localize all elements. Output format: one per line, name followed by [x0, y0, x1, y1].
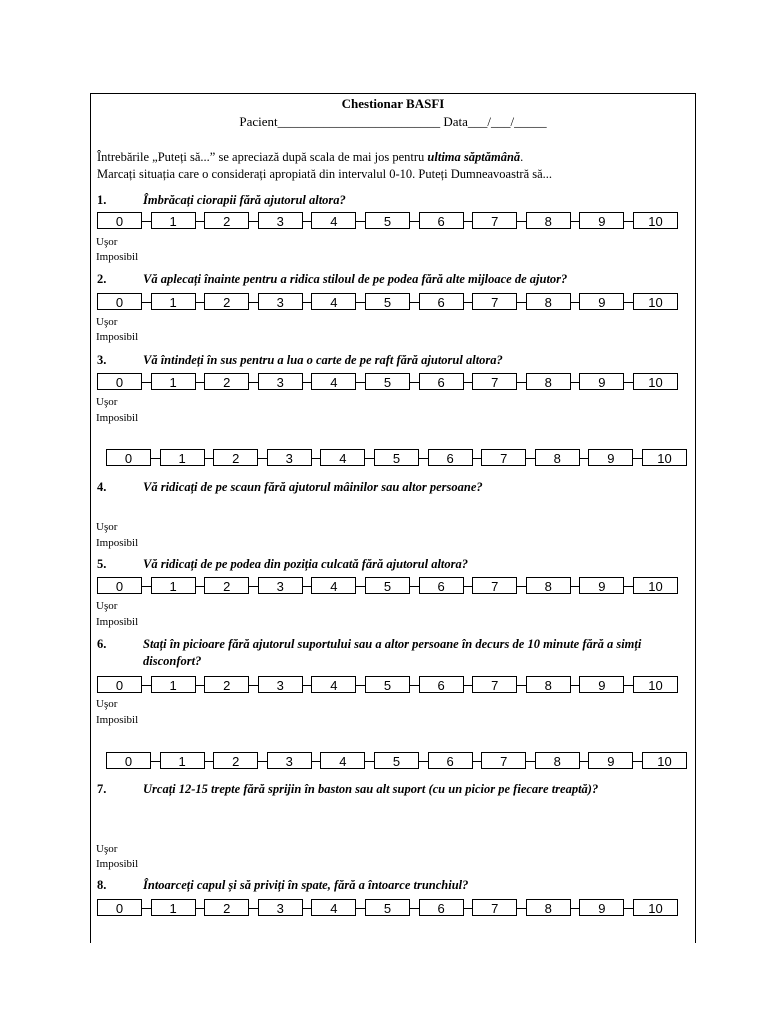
- scale-option-8[interactable]: 8: [526, 676, 571, 693]
- scale-impossible-label: Imposibil: [96, 714, 139, 726]
- scale-impossible-label: Imposibil: [96, 331, 139, 343]
- scale-easy-label: Uşor: [96, 600, 118, 612]
- rating-scale-6: [97, 676, 678, 695]
- scale-option-1[interactable]: 1: [160, 752, 205, 769]
- scale-option-2[interactable]: 2: [204, 293, 249, 310]
- scale-option-4[interactable]: 4: [311, 373, 356, 390]
- question-2: [97, 271, 689, 288]
- scale-option-7[interactable]: 7: [472, 293, 517, 310]
- scale-option-1[interactable]: 1: [151, 676, 196, 693]
- rating-scale-3: [97, 373, 678, 392]
- question-6: [97, 636, 689, 670]
- scale-impossible-label: Imposibil: [96, 858, 139, 870]
- scale-option-2[interactable]: 2: [213, 752, 258, 769]
- scale-easy-label: Uşor: [96, 698, 118, 710]
- scale-option-4[interactable]: 4: [311, 577, 356, 594]
- scale-option-6[interactable]: 6: [419, 899, 464, 916]
- scale-option-8[interactable]: 8: [526, 293, 571, 310]
- scale-option-5[interactable]: 5: [374, 449, 419, 466]
- scale-impossible-label: Imposibil: [96, 537, 139, 549]
- scale-option-4[interactable]: 4: [311, 212, 356, 229]
- instructions: [97, 149, 692, 183]
- scale-option-1[interactable]: 1: [151, 899, 196, 916]
- scale-easy-label: Uşor: [96, 396, 118, 408]
- instructions-text: Întrebările „Puteți să...” se apreciază după scala de mai jos pentru: [97, 150, 428, 164]
- scale-option-10[interactable]: 10: [633, 293, 678, 310]
- question-number: 3.: [97, 353, 107, 367]
- rating-scale-7: [106, 752, 687, 771]
- scale-option-3[interactable]: 3: [267, 752, 312, 769]
- question-4: [97, 479, 689, 496]
- scale-option-10[interactable]: 10: [642, 449, 687, 466]
- scale-easy-label: Uşor: [96, 316, 118, 328]
- patient-date-line: Pacient_________________________ Data___/___/_____: [239, 114, 547, 129]
- scale-option-6[interactable]: 6: [419, 293, 464, 310]
- scale-option-8[interactable]: 8: [526, 899, 571, 916]
- question-text: Îmbrăcați ciorapii fără ajutorul altora?: [143, 193, 346, 207]
- scale-option-4[interactable]: 4: [311, 899, 356, 916]
- scale-option-5[interactable]: 5: [365, 293, 410, 310]
- scale-option-9[interactable]: 9: [579, 293, 624, 310]
- scale-option-1[interactable]: 1: [151, 293, 196, 310]
- scale-option-7[interactable]: 7: [472, 577, 517, 594]
- question-text: Întoarceți capul și să priviți în spate, fără a întoarce trunchiul?: [143, 878, 469, 892]
- scale-option-2[interactable]: 2: [204, 577, 249, 594]
- scale-option-1[interactable]: 1: [151, 212, 196, 229]
- scale-option-4[interactable]: 4: [311, 293, 356, 310]
- rating-scale-8: [97, 899, 678, 918]
- scale-option-0[interactable]: 0: [97, 373, 142, 390]
- scale-option-4[interactable]: 4: [320, 752, 365, 769]
- scale-option-6[interactable]: 6: [419, 676, 464, 693]
- question-text: Vă întindeți în sus pentru a lua o carte de pe raft fără ajutorul altora?: [143, 353, 503, 367]
- instructions-period: .: [520, 150, 524, 164]
- question-number: 4.: [97, 480, 107, 494]
- scale-option-7[interactable]: 7: [472, 373, 517, 390]
- scale-option-6[interactable]: 6: [428, 449, 473, 466]
- scale-option-1[interactable]: 1: [151, 577, 196, 594]
- scale-option-9[interactable]: 9: [588, 752, 633, 769]
- scale-option-7[interactable]: 7: [472, 212, 517, 229]
- question-7: [97, 781, 689, 798]
- scale-option-10[interactable]: 10: [633, 676, 678, 693]
- scale-option-8[interactable]: 8: [526, 212, 571, 229]
- instructions-line-2: Marcați situația care o considerați apropiată din intervalul 0-10. Puteți Dumneavoastră să...: [97, 167, 553, 181]
- question-text: Vă ridicați de pe scaun fără ajutorul mâinilor sau altor persoane?: [143, 480, 483, 494]
- scale-option-9[interactable]: 9: [579, 212, 624, 229]
- scale-option-5[interactable]: 5: [365, 577, 410, 594]
- scale-option-0[interactable]: 0: [97, 676, 142, 693]
- scale-option-10[interactable]: 10: [633, 577, 678, 594]
- scale-option-0[interactable]: 0: [97, 577, 142, 594]
- question-text: Urcați 12-15 trepte fără sprijin în baston sau alt suport (cu un picior pe fiecare treaptă)?: [143, 782, 599, 796]
- scale-option-8[interactable]: 8: [526, 577, 571, 594]
- scale-option-2[interactable]: 2: [204, 212, 249, 229]
- scale-option-9[interactable]: 9: [579, 577, 624, 594]
- question-5: [97, 556, 689, 573]
- scale-option-10[interactable]: 10: [633, 373, 678, 390]
- scale-option-1[interactable]: 1: [160, 449, 205, 466]
- scale-option-8[interactable]: 8: [535, 449, 580, 466]
- scale-option-0[interactable]: 0: [106, 449, 151, 466]
- scale-option-2[interactable]: 2: [213, 449, 258, 466]
- scale-option-5[interactable]: 5: [365, 373, 410, 390]
- scale-option-3[interactable]: 3: [258, 373, 303, 390]
- question-number: 8.: [97, 878, 107, 892]
- scale-option-9[interactable]: 9: [579, 899, 624, 916]
- scale-option-4[interactable]: 4: [320, 449, 365, 466]
- scale-option-9[interactable]: 9: [579, 373, 624, 390]
- scale-option-3[interactable]: 3: [258, 212, 303, 229]
- scale-option-3[interactable]: 3: [258, 899, 303, 916]
- scale-option-4[interactable]: 4: [311, 676, 356, 693]
- question-1: [97, 192, 689, 209]
- scale-option-8[interactable]: 8: [526, 373, 571, 390]
- scale-option-6[interactable]: 6: [419, 577, 464, 594]
- scale-option-0[interactable]: 0: [106, 752, 151, 769]
- scale-easy-label: Uşor: [96, 236, 118, 248]
- scale-option-2[interactable]: 2: [204, 899, 249, 916]
- scale-option-3[interactable]: 3: [258, 577, 303, 594]
- scale-easy-label: Uşor: [96, 843, 118, 855]
- scale-option-3[interactable]: 3: [258, 293, 303, 310]
- page-title: Chestionar BASFI: [341, 96, 445, 111]
- scale-option-0[interactable]: 0: [97, 293, 142, 310]
- rating-scale-1: [97, 212, 678, 231]
- rating-scale-4: [106, 449, 687, 468]
- scale-option-6[interactable]: 6: [419, 373, 464, 390]
- scale-option-5[interactable]: 5: [365, 899, 410, 916]
- scale-option-3[interactable]: 3: [267, 449, 312, 466]
- scale-impossible-label: Imposibil: [96, 412, 139, 424]
- question-text: Stați în picioare fără ajutorul suportului sau a altor persoane în decurs de 10 minute fără a simți disconfort?: [143, 637, 642, 668]
- question-number: 1.: [97, 193, 107, 207]
- scale-option-5[interactable]: 5: [365, 676, 410, 693]
- rating-scale-5: [97, 577, 678, 596]
- scale-option-6[interactable]: 6: [419, 212, 464, 229]
- scale-option-3[interactable]: 3: [258, 676, 303, 693]
- scale-option-7[interactable]: 7: [472, 899, 517, 916]
- scale-option-1[interactable]: 1: [151, 373, 196, 390]
- scale-option-5[interactable]: 5: [374, 752, 419, 769]
- question-3: [97, 352, 689, 369]
- scale-option-10[interactable]: 10: [633, 212, 678, 229]
- scale-option-10[interactable]: 10: [642, 752, 687, 769]
- scale-option-9[interactable]: 9: [588, 449, 633, 466]
- scale-option-7[interactable]: 7: [472, 676, 517, 693]
- scale-option-6[interactable]: 6: [428, 752, 473, 769]
- scale-option-7[interactable]: 7: [481, 752, 526, 769]
- question-text: Vă ridicați de pe podea din poziția culcată fără ajutorul altora?: [143, 557, 469, 571]
- scale-option-10[interactable]: 10: [633, 899, 678, 916]
- instructions-emphasis: ultima săptămână: [427, 150, 521, 164]
- question-8: [97, 877, 689, 894]
- rating-scale-2: [97, 293, 678, 312]
- question-number: 6.: [97, 637, 107, 651]
- scale-option-5[interactable]: 5: [365, 212, 410, 229]
- scale-option-7[interactable]: 7: [481, 449, 526, 466]
- scale-option-8[interactable]: 8: [535, 752, 580, 769]
- question-number: 5.: [97, 557, 107, 571]
- question-number: 7.: [97, 782, 107, 796]
- scale-option-9[interactable]: 9: [579, 676, 624, 693]
- scale-option-2[interactable]: 2: [204, 373, 249, 390]
- question-text: Vă aplecați înainte pentru a ridica stiloul de pe podea fără alte mijloace de ajutor?: [143, 272, 568, 286]
- scale-easy-label: Uşor: [96, 521, 118, 533]
- scale-option-0[interactable]: 0: [97, 212, 142, 229]
- scale-option-0[interactable]: 0: [97, 899, 142, 916]
- scale-impossible-label: Imposibil: [96, 616, 139, 628]
- question-number: 2.: [97, 272, 107, 286]
- scale-option-2[interactable]: 2: [204, 676, 249, 693]
- scale-impossible-label: Imposibil: [96, 251, 139, 263]
